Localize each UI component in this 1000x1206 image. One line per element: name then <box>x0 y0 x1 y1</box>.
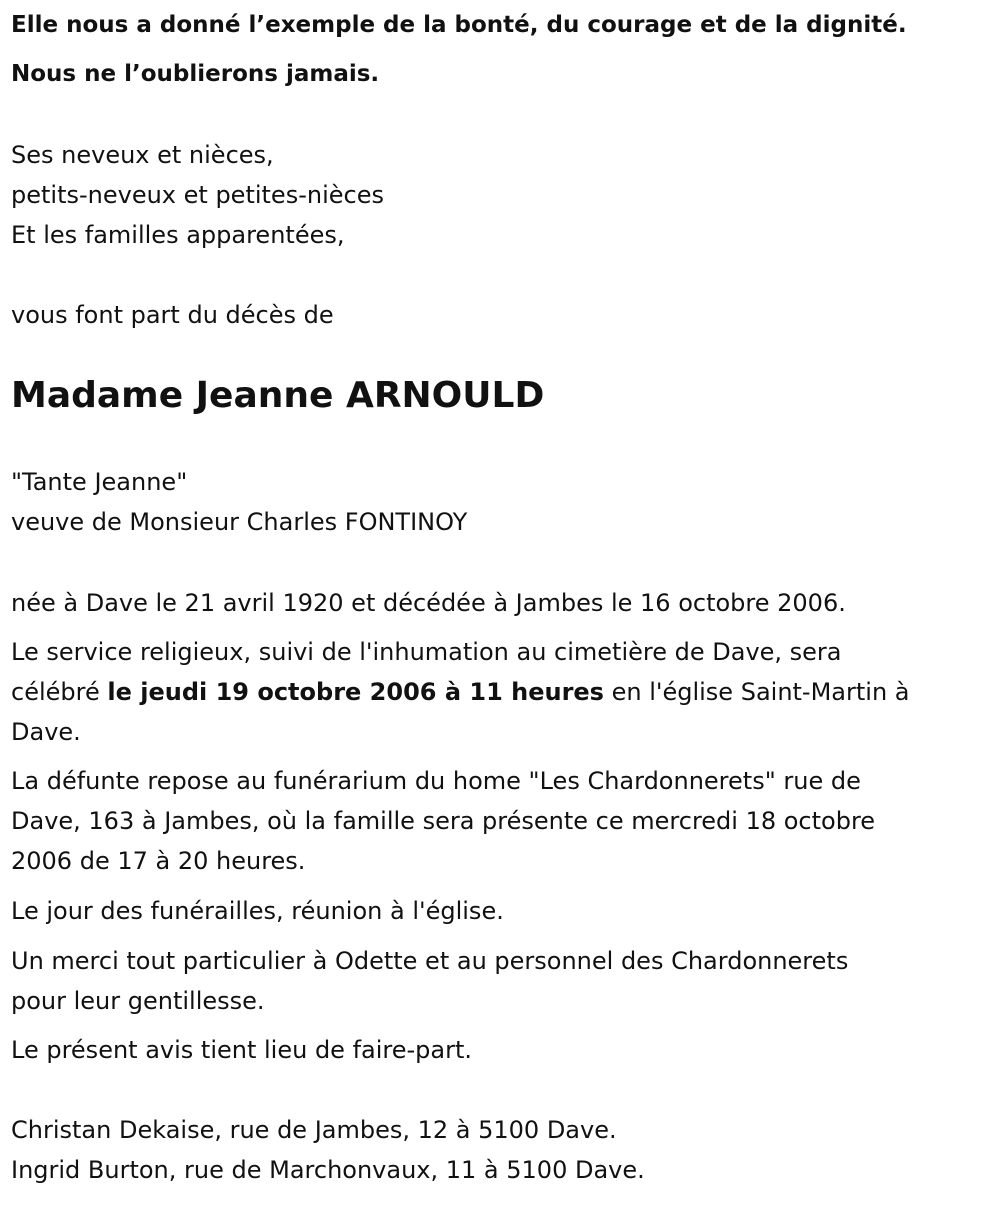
service-line-2 <box>11 677 910 707</box>
deceased-name: Madame Jeanne ARNOULD <box>11 375 545 416</box>
deceased-nickname: "Tante Jeanne" <box>11 468 188 496</box>
funerarium-line-3: 2006 de 17 à 20 heures. <box>11 847 306 875</box>
thanks-line-2: pour leur gentillesse. <box>11 987 265 1015</box>
notice-text: Le présent avis tient lieu de faire-part. <box>11 1036 473 1064</box>
service-line-2-pre: célébré <box>11 678 108 706</box>
funerarium-line-2: Dave, 163 à Jambes, où la famille sera présente ce mercredi 18 octobre <box>11 807 876 835</box>
family-line-3: Et les familles apparentées, <box>11 221 345 249</box>
service-line-1: Le service religieux, suivi de l'inhumation au cimetière de Dave, sera <box>11 638 842 666</box>
family-line-2: petits-neveux et petites-nièces <box>11 181 384 209</box>
service-line-2-post: en l'église Saint-Martin à <box>603 678 910 706</box>
thanks-line-1: Un merci tout particulier à Odette et au personnel des Chardonnerets <box>11 947 849 975</box>
family-line-1: Ses neveux et nièces, <box>11 141 274 169</box>
funerarium-line-1: La défunte repose au funérarium du home "Les Chardonnerets" rue de <box>11 767 861 795</box>
service-line-3: Dave. <box>11 718 81 746</box>
intro-line-1: Elle nous a donné l’exemple de la bonté, du courage et de la dignité. <box>11 12 907 38</box>
deceased-spouse: veuve de Monsieur Charles FONTINOY <box>11 508 468 536</box>
contact-line-2: Ingrid Burton, rue de Marchonvaux, 11 à 5100 Dave. <box>11 1156 645 1184</box>
announce-text: vous font part du décès de <box>11 301 334 329</box>
intro-line-2: Nous ne l’oublierons jamais. <box>11 61 380 87</box>
birth-death-text: née à Dave le 21 avril 1920 et décédée à Jambes le 16 octobre 2006. <box>11 589 846 617</box>
meeting-text: Le jour des funérailles, réunion à l'église. <box>11 897 504 925</box>
service-date: le jeudi 19 octobre 2006 à 11 heures <box>107 678 604 706</box>
contact-line-1: Christan Dekaise, rue de Jambes, 12 à 5100 Dave. <box>11 1116 617 1144</box>
